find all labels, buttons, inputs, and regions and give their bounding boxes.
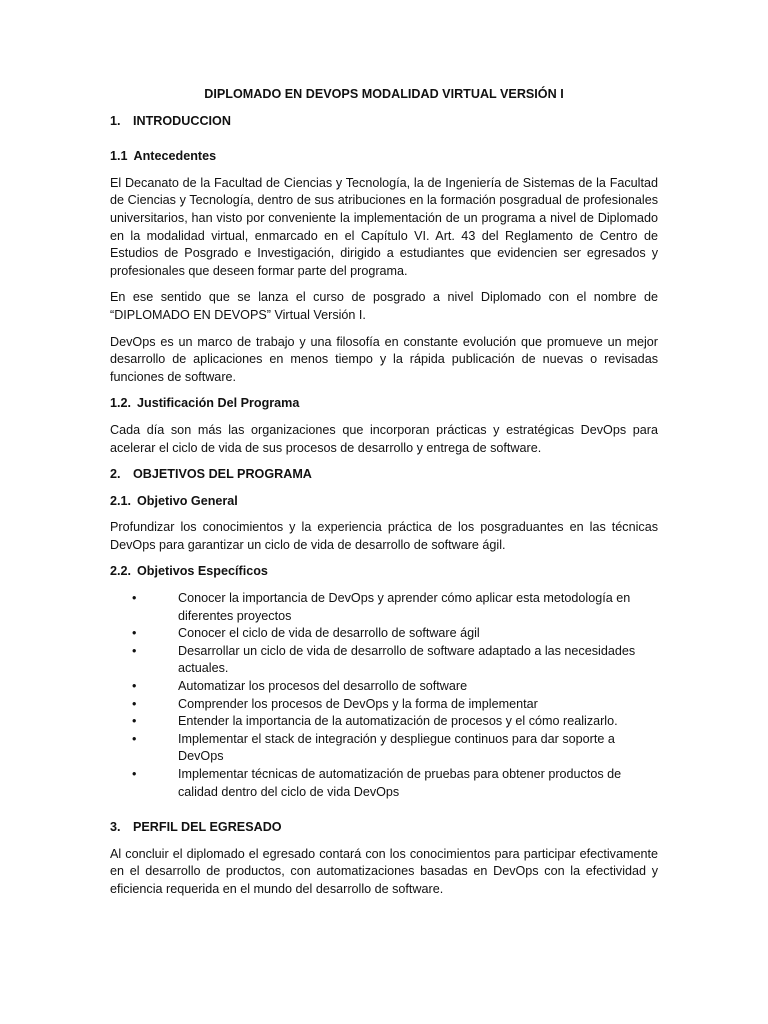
bullet-icon: • [132,767,137,781]
list-item [110,731,658,766]
paragraph-devops-definition: DevOps es un marco de trabajo y una filosofía en constante evolución que promueve un mejor desarrollo de aplicaciones en menos tiempo y la rápida publicación de nuevas o revisadas funciones de software. [110,334,658,384]
bullet-icon: • [132,679,137,694]
paragraph-antecedentes: El Decanato de la Facultad de Ciencias y Tecnología, la de Ingeniería de Sistemas de la Facultad de Ciencias y Tecnología, dentro de sus atribuciones en la formación posgradual de profesionales universitarios, han visto por conveniente la implementación de un programa a nivel de Diplomado en la modalidad virtual, enmarcado en el Capítulo VI. Art. 43 del Reglamento de Centro de Estudios de Posgrado e Investigación, dirigido a estudiantes que evidencien ser egresados y profesionales que deseen formar parte del programa. [110,175,658,278]
bullet-icon: • [132,731,137,746]
section-label: PERFIL DEL EGRESADO [133,820,282,835]
list-item [110,678,658,696]
section-number: 2. [110,467,121,482]
section-number: 3. [110,820,121,835]
paragraph-perfil-egresado: Al concluir el diplomado el egresado contará con los conocimientos para participar efectivamente en el desarrollo de productos, con automatizaciones basadas en DevOps con la efectividad y eficiencia requerida en el mundo del desarrollo de software. [110,846,658,896]
list-item [110,766,658,801]
list-item-text: Conocer la importancia de DevOps y aprender cómo aplicar esta metodología en diferentes proyectos [178,591,631,623]
bullet-icon: • [132,696,137,711]
list-item-text: Automatizar los procesos del desarrollo de software [178,679,468,694]
list-item [110,625,658,643]
subsection-number: 2.2. [110,564,132,579]
list-item [110,643,658,678]
objectives-list [110,590,658,801]
list-item-text: Implementar el stack de integración y despliegue continuos para dar soporte a DevOps [178,731,615,764]
list-item-text: Conocer el ciclo de vida de desarrollo de software ágil [178,626,480,641]
subsection-number: 1.2. [110,396,132,411]
paragraph-justificacion: Cada día son más las organizaciones que incorporan prácticas y estratégicas DevOps para acelerar el ciclo de vida de sus procesos de desarrollo y entrega de software. [110,422,658,455]
subsection-2-1-heading [110,493,658,511]
subsection-label: Justificación Del Programa [137,396,300,411]
document-title: DIPLOMADO EN DEVOPS MODALIDAD VIRTUAL VERSIÓN I [204,87,564,101]
subsection-label: Objetivo General [137,493,238,508]
bullet-icon: • [132,643,137,658]
section-3-heading [110,819,658,837]
list-item [110,696,658,714]
subsection-number: 2.1. [110,493,132,508]
bullet-icon: • [132,714,137,729]
subsection-label: Antecedentes [133,149,217,164]
paragraph-sentido: En ese sentido que se lanza el curso de posgrado a nivel Diplomado con el nombre de “DIPLOMADO EN DEVOPS” Virtual Versión I. [110,290,658,322]
bullet-icon: • [132,626,137,641]
list-item [110,590,658,625]
subsection-2-2-heading [110,563,658,581]
section-2-heading [110,466,658,484]
subsection-1-2-heading [110,395,658,413]
bullet-icon: • [132,591,137,606]
subsection-number: 1.1 [110,149,128,164]
paragraph-objetivo-general: Profundizar los conocimientos y la experiencia práctica de los posgraduantes en las técnicas DevOps para garantizar un ciclo de vida de desarrollo de software ágil. [110,520,658,552]
list-item-text: Implementar técnicas de automatización de pruebas para obtener productos de calidad dentro del ciclo de vida DevOps [178,767,622,799]
list-item-text: Desarrollar un ciclo de vida de desarrollo de software adaptado a las necesidades actuales. [178,643,636,676]
section-1-heading [110,113,658,131]
list-item-text: Comprender los procesos de DevOps y la forma de implementar [178,696,538,711]
section-label: OBJETIVOS DEL PROGRAMA [133,467,312,482]
section-number: 1. [110,113,121,128]
list-item [110,713,658,731]
list-item-text: Entender la importancia de la automatización de procesos y el cómo realizarlo. [178,714,618,729]
document-body [110,86,658,899]
section-label: INTRODUCCION [133,113,231,128]
subsection-1-1-heading [110,148,658,166]
subsection-label: Objetivos Específicos [137,564,268,579]
